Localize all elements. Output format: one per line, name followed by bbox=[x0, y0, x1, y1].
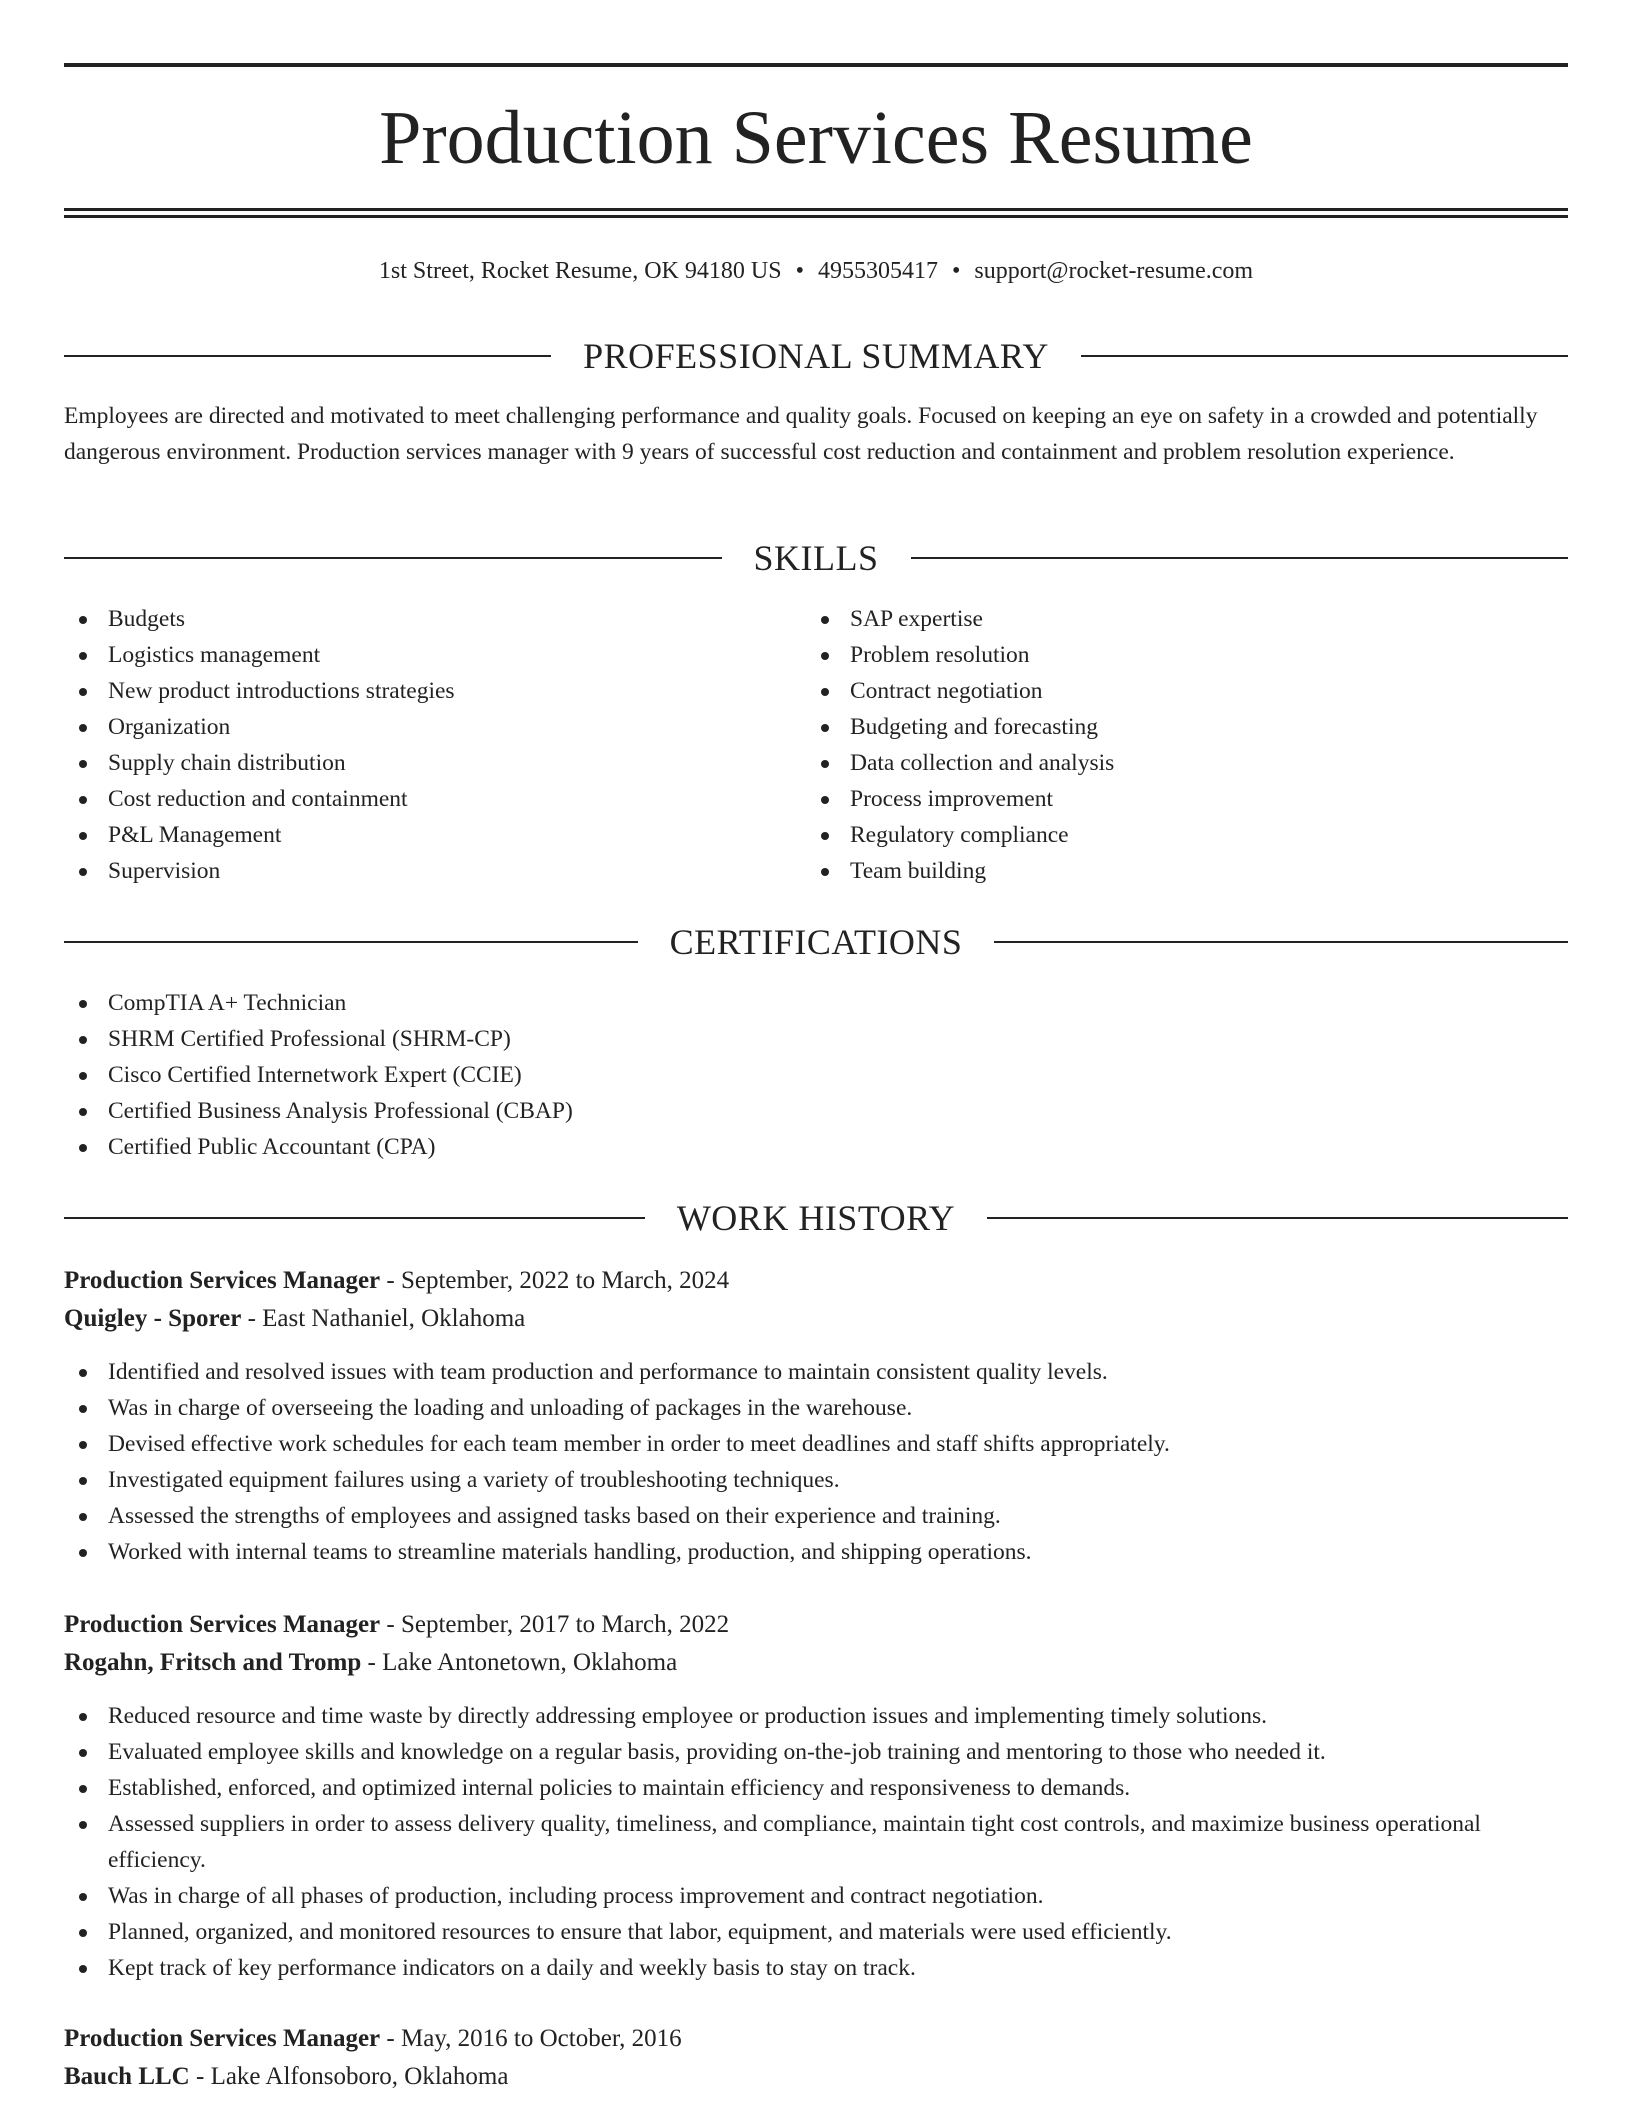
job-title-line: Production Services Manager - September, 2022 to March, 2024 bbox=[64, 1267, 730, 1294]
job-company: Quigley - Sporer bbox=[64, 1305, 242, 1332]
section-header-certifications bbox=[64, 920, 1568, 964]
summary-text: Employees are directed and motivated to meet challenging performance and quality goals. Focused on keeping an eye on safety in a crowded and potentially dangerous environment. Production services manager with 9 years of successful cost reduction and containment and problem resolution experience. bbox=[64, 403, 1538, 465]
job-bullet: Established, enforced, and optimized internal policies to maintain efficiency and responsiveness to demands. bbox=[64, 1770, 1568, 1806]
section-rule-left bbox=[64, 1217, 645, 1219]
skill-item: Supervision bbox=[64, 853, 764, 889]
skill-item: Supply chain distribution bbox=[64, 745, 764, 781]
job-company-line: Bauch LLC - Lake Alfonsoboro, Oklahoma bbox=[64, 2063, 509, 2090]
contact-address: 1st Street, Rocket Resume, OK 94180 US bbox=[378, 258, 782, 284]
section-rule-left bbox=[64, 355, 551, 357]
certifications-list bbox=[64, 985, 1568, 1165]
title-double-rule-lower bbox=[64, 215, 1568, 218]
skill-item: New product introductions strategies bbox=[64, 673, 764, 709]
section-rule-left bbox=[64, 557, 722, 559]
job-bullet: Worked with internal teams to streamline materials handling, production, and shipping operations. bbox=[64, 1534, 1568, 1570]
skill-item: Problem resolution bbox=[806, 637, 1506, 673]
section-header-skills bbox=[64, 536, 1568, 580]
job-title: Production Services Manager bbox=[64, 1267, 381, 1294]
job-bullet: Planned, organized, and monitored resources to ensure that labor, equipment, and materials were used efficiently. bbox=[64, 1914, 1568, 1950]
job-dates: September, 2017 to March, 2022 bbox=[400, 1611, 730, 1638]
section-rule-right bbox=[994, 941, 1568, 943]
section-title-certifications: CERTIFICATIONS bbox=[669, 922, 963, 962]
section-header-work-history bbox=[64, 1196, 1568, 1240]
section-title-summary: PROFESSIONAL SUMMARY bbox=[583, 336, 1049, 376]
contact-separator: • bbox=[795, 258, 804, 284]
job-bullet: Was in charge of overseeing the loading and unloading of packages in the warehouse. bbox=[64, 1390, 1568, 1426]
job-company-line: Rogahn, Fritsch and Tromp - Lake Antonetown, Oklahoma bbox=[64, 1649, 678, 1676]
job-bullet: Investigated equipment failures using a variety of troubleshooting techniques. bbox=[64, 1462, 1568, 1498]
skill-item: Logistics management bbox=[64, 637, 764, 673]
certification-item: Certified Business Analysis Professional (CBAP) bbox=[64, 1093, 1568, 1129]
job-dates: September, 2022 to March, 2024 bbox=[400, 1267, 730, 1294]
job-title: Production Services Manager bbox=[64, 2025, 381, 2052]
section-title-work-history: WORK HISTORY bbox=[676, 1198, 956, 1238]
job-bullet: Assessed suppliers in order to assess delivery quality, timeliness, and compliance, maintain tight cost controls, and maximize business operational efficiency. bbox=[64, 1806, 1568, 1878]
job-company: Bauch LLC bbox=[64, 2063, 190, 2090]
job-location: Lake Antonetown, Oklahoma bbox=[382, 1649, 678, 1676]
job-bullet: Reduced resource and time waste by directly addressing employee or production issues and implementing timely solutions. bbox=[64, 1698, 1568, 1734]
skill-item: Cost reduction and containment bbox=[64, 781, 764, 817]
job-company: Rogahn, Fritsch and Tromp bbox=[64, 1649, 362, 1676]
section-header-summary bbox=[64, 334, 1568, 378]
certification-item: Cisco Certified Internetwork Expert (CCIE) bbox=[64, 1057, 1568, 1093]
certification-item: CompTIA A+ Technician bbox=[64, 985, 1568, 1021]
contact-phone: 4955305417 bbox=[817, 258, 938, 284]
skills-list-left bbox=[64, 601, 764, 889]
section-rule-right bbox=[911, 557, 1569, 559]
certification-item: Certified Public Accountant (CPA) bbox=[64, 1129, 1568, 1165]
job-company-line: Quigley - Sporer - East Nathaniel, Oklahoma bbox=[64, 1305, 526, 1332]
job-location: East Nathaniel, Oklahoma bbox=[262, 1305, 526, 1332]
job-title-line: Production Services Manager - September, 2017 to March, 2022 bbox=[64, 1611, 730, 1638]
job-bullet: Devised effective work schedules for each team member in order to meet deadlines and staff shifts appropriately. bbox=[64, 1426, 1568, 1462]
skill-item: Data collection and analysis bbox=[806, 745, 1506, 781]
job-bullet: Assessed the strengths of employees and assigned tasks based on their experience and training. bbox=[64, 1498, 1568, 1534]
skill-item: SAP expertise bbox=[806, 601, 1506, 637]
section-title-skills: SKILLS bbox=[753, 538, 879, 578]
certification-item: SHRM Certified Professional (SHRM-CP) bbox=[64, 1021, 1568, 1057]
job-bullet: Kept track of key performance indicators on a daily and weekly basis to stay on track. bbox=[64, 1950, 1568, 1986]
skill-item: Contract negotiation bbox=[806, 673, 1506, 709]
section-rule-right bbox=[987, 1217, 1568, 1219]
skill-item: Organization bbox=[64, 709, 764, 745]
contact-line bbox=[64, 254, 1568, 288]
skill-item: Team building bbox=[806, 853, 1506, 889]
job-title-line: Production Services Manager - May, 2016 to October, 2016 bbox=[64, 2025, 682, 2052]
skill-item: Budgeting and forecasting bbox=[806, 709, 1506, 745]
job-bullet: Evaluated employee skills and knowledge on a regular basis, providing on-the-job training and mentoring to those who needed it. bbox=[64, 1734, 1568, 1770]
job-bullet-list bbox=[64, 1698, 1568, 1986]
job-bullet-list bbox=[64, 1354, 1568, 1570]
contact-separator: • bbox=[951, 258, 961, 284]
job-dates: May, 2016 to October, 2016 bbox=[400, 2025, 682, 2052]
skill-item: Budgets bbox=[64, 601, 764, 637]
contact-email: support@rocket-resume.com bbox=[974, 258, 1254, 284]
job-bullet: Identified and resolved issues with team production and performance to maintain consistent quality levels. bbox=[64, 1354, 1568, 1390]
skill-item: Regulatory compliance bbox=[806, 817, 1506, 853]
section-rule-right bbox=[1081, 355, 1568, 357]
job-title: Production Services Manager bbox=[64, 1611, 381, 1638]
skill-item: Process improvement bbox=[806, 781, 1506, 817]
skill-item: P&L Management bbox=[64, 817, 764, 853]
job-bullet: Was in charge of all phases of production, including process improvement and contract negotiation. bbox=[64, 1878, 1568, 1914]
resume-title: Production Services Resume bbox=[379, 96, 1253, 180]
top-rule bbox=[64, 63, 1568, 67]
title-double-rule-upper bbox=[64, 208, 1568, 211]
section-rule-left bbox=[64, 941, 638, 943]
job-location: Lake Alfonsoboro, Oklahoma bbox=[210, 2063, 509, 2090]
skills-list-right bbox=[806, 601, 1506, 889]
